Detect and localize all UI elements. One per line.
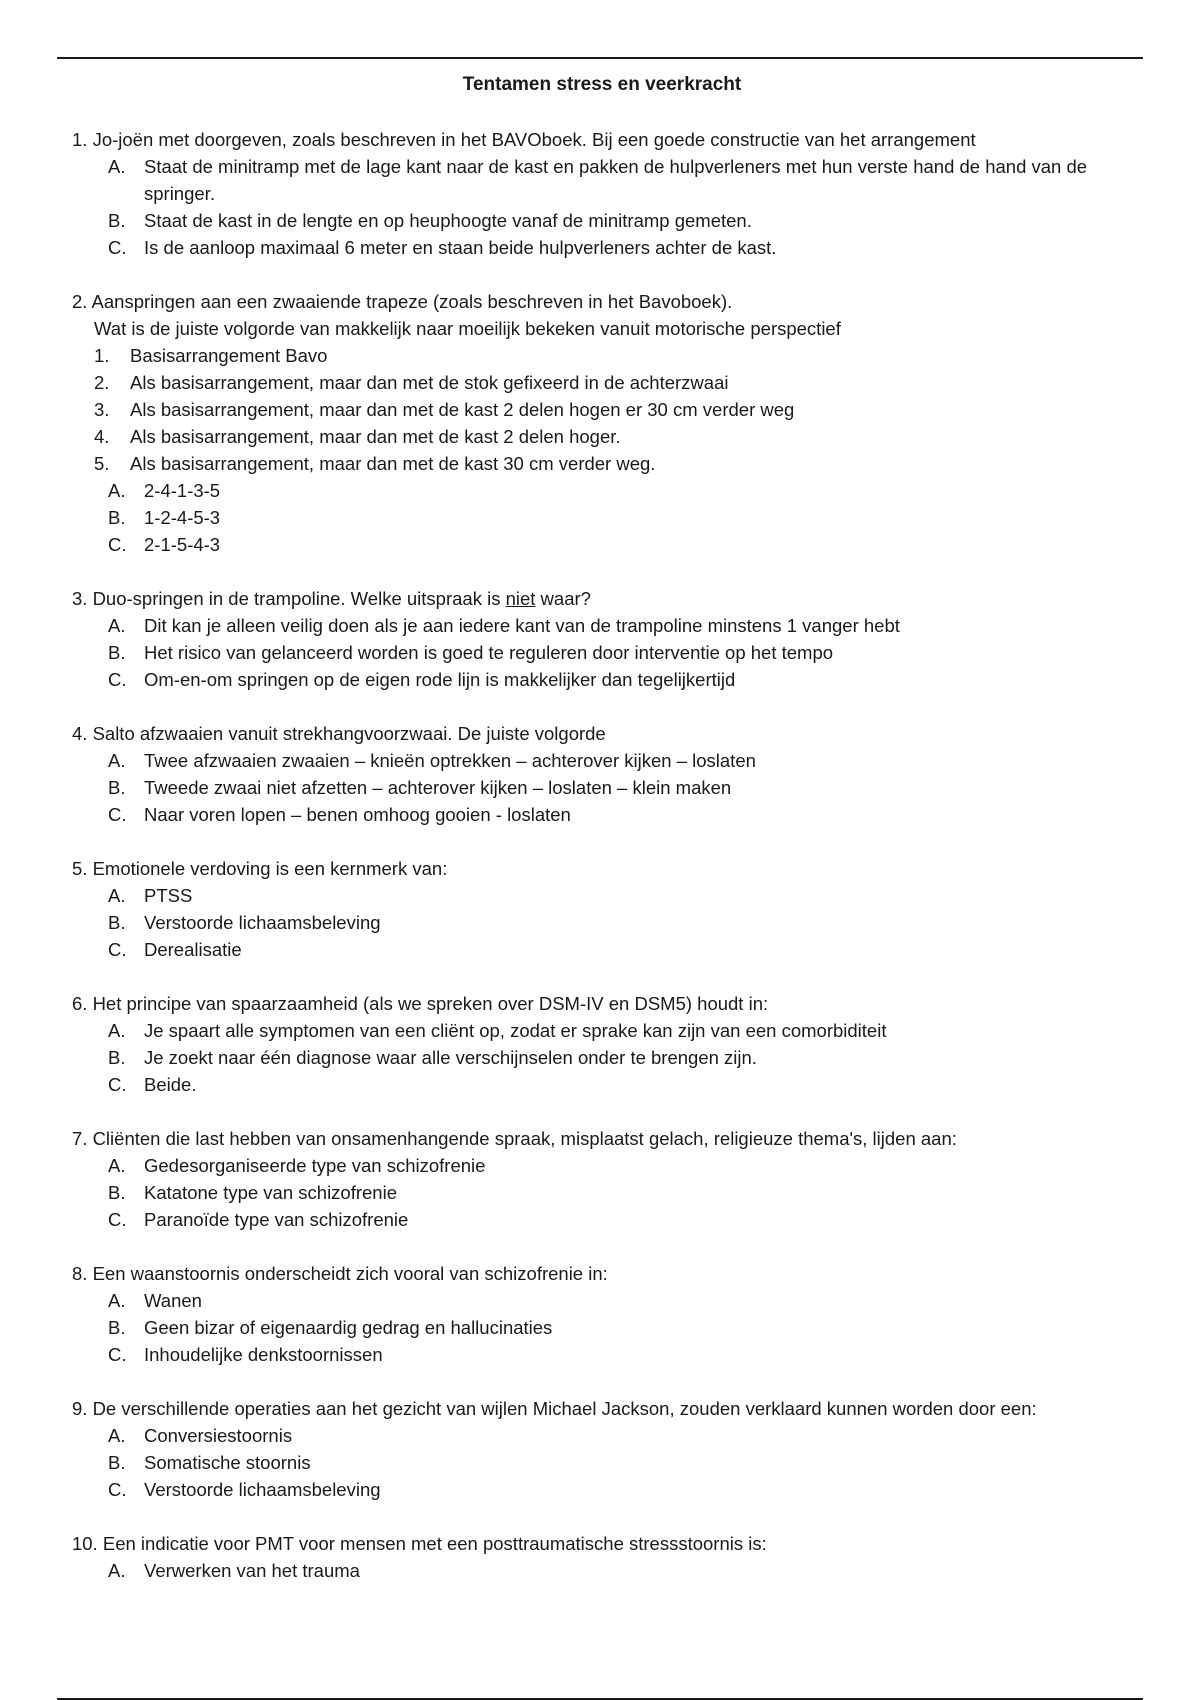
step-text: Als basisarrangement, maar dan met de kast 30 cm verder weg. [130, 453, 656, 474]
option-letter: B. [108, 642, 126, 663]
options-list [72, 1287, 1132, 1368]
question-10 [72, 1530, 1132, 1584]
question-stem [72, 585, 1132, 612]
option-text: 1-2-4-5-3 [144, 507, 221, 528]
option-letter: A. [108, 1020, 126, 1041]
option-text: Paranoïde type van schizofrenie [144, 1209, 409, 1230]
option-a [72, 477, 1132, 504]
option-b [72, 639, 1132, 666]
option-a [72, 882, 1132, 909]
options-list [72, 1017, 1132, 1098]
option-text: Dit kan je alleen veilig doen als je aan iedere kant van de trampoline minstens 1 vanger hebt [144, 615, 900, 636]
option-text: Je spaart alle symptomen van een cliënt op, zodat er sprake kan zijn van een comorbiditeit [144, 1020, 887, 1041]
option-c [72, 1341, 1132, 1368]
question-stem: 4. Salto afzwaaien vanuit strekhangvoorzwaai. De juiste volgorde [72, 723, 606, 744]
option-letter: C. [108, 1479, 127, 1500]
option-letter: C. [108, 939, 127, 960]
option-b [72, 207, 1132, 234]
option-text: Twee afzwaaien zwaaien – knieën optrekken – achterover kijken – loslaten [144, 750, 756, 771]
option-letter: A. [108, 885, 126, 906]
option-letter: A. [108, 750, 126, 771]
step-5 [72, 450, 1132, 477]
question-9 [72, 1395, 1132, 1503]
option-text: Katatone type van schizofrenie [144, 1182, 397, 1203]
question-8 [72, 1260, 1132, 1368]
options-list [72, 882, 1132, 963]
options-list [72, 747, 1132, 828]
option-letter: A. [108, 1155, 126, 1176]
option-a [72, 1152, 1132, 1179]
option-c [72, 234, 1132, 261]
option-letter: C. [108, 1209, 127, 1230]
step-text: Basisarrangement Bavo [130, 345, 328, 366]
option-a [72, 1287, 1132, 1314]
option-text: Verstoorde lichaamsbeleving [144, 912, 381, 933]
option-text: Wanen [144, 1290, 202, 1311]
option-c [72, 936, 1132, 963]
step-number: 3. [94, 399, 110, 420]
option-text: Is de aanloop maximaal 6 meter en staan beide hulpverleners achter de kast. [144, 237, 777, 258]
question-3 [72, 585, 1132, 693]
question-1 [72, 126, 1132, 261]
step-number: 4. [94, 426, 110, 447]
question-stem: 10. Een indicatie voor PMT voor mensen met een posttraumatische stressstoornis is: [72, 1533, 767, 1554]
option-letter: A. [108, 1560, 126, 1581]
option-c [72, 531, 1132, 558]
option-a [72, 747, 1132, 774]
question-stem-start: 3. Duo-springen in de trampoline. Welke uitspraak is [72, 588, 506, 609]
option-letter: C. [108, 237, 127, 258]
option-text: 2-4-1-3-5 [144, 480, 221, 501]
step-number: 2. [94, 372, 110, 393]
option-c [72, 801, 1132, 828]
question-stem: 5. Emotionele verdoving is een kernmerk van: [72, 858, 448, 879]
option-text: Staat de minitramp met de lage kant naar de kast en pakken de hulpverleners met hun verste hand de hand van de springer. [144, 156, 1088, 204]
underlined-word: niet [505, 588, 536, 609]
option-text: Beide. [144, 1074, 197, 1095]
question-stem: 2. Aanspringen aan een zwaaiende trapeze (zoals beschreven in het Bavoboek). [72, 291, 733, 312]
option-text: Conversiestoornis [144, 1425, 293, 1446]
steps-list [72, 342, 1132, 477]
option-letter: C. [108, 534, 127, 555]
options-list [72, 612, 1132, 693]
question-stem: 8. Een waanstoornis onderscheidt zich vooral van schizofrenie in: [72, 1263, 608, 1284]
step-text: Als basisarrangement, maar dan met de kast 2 delen hoger. [130, 426, 621, 447]
option-text: Geen bizar of eigenaardig gedrag en hallucinaties [144, 1317, 553, 1338]
step-number: 1. [94, 345, 110, 366]
question-6 [72, 990, 1132, 1098]
option-letter: A. [108, 1425, 126, 1446]
option-letter: B. [108, 1452, 126, 1473]
options-list [72, 1557, 1132, 1584]
step-1 [72, 342, 1132, 369]
options-list [72, 477, 1132, 558]
option-letter: B. [108, 777, 126, 798]
option-letter: C. [108, 669, 127, 690]
option-b [72, 909, 1132, 936]
option-letter: A. [108, 1290, 126, 1311]
option-text: Inhoudelijke denkstoornissen [144, 1344, 383, 1365]
option-a [72, 153, 1132, 207]
option-text: Derealisatie [144, 939, 242, 960]
option-c [72, 1476, 1132, 1503]
option-text: Je zoekt naar één diagnose waar alle verschijnselen onder te brengen zijn. [144, 1047, 757, 1068]
question-stem: 7. Cliënten die last hebben van onsamenhangende spraak, misplaatst gelach, religieuze thema's, lijden aan: [72, 1128, 957, 1149]
option-letter: C. [108, 1074, 127, 1095]
options-list [72, 1152, 1132, 1233]
option-c [72, 666, 1132, 693]
option-text: Verstoorde lichaamsbeleving [144, 1479, 381, 1500]
option-letter: A. [108, 156, 126, 177]
question-stem: 9. De verschillende operaties aan het gezicht van wijlen Michael Jackson, zouden verklaard kunnen worden door een: [72, 1398, 1037, 1419]
option-letter: C. [108, 1344, 127, 1365]
option-text: PTSS [144, 885, 193, 906]
option-b [72, 504, 1132, 531]
option-letter: C. [108, 804, 127, 825]
question-stem-end: waar? [535, 588, 591, 609]
option-letter: A. [108, 615, 126, 636]
question-4 [72, 720, 1132, 828]
option-letter: A. [108, 480, 126, 501]
document-title: Tentamen stress en veerkracht [462, 74, 742, 95]
option-a [72, 1557, 1132, 1584]
option-a [72, 1422, 1132, 1449]
step-text: Als basisarrangement, maar dan met de kast 2 delen hogen er 30 cm verder weg [130, 399, 795, 420]
option-a [72, 1017, 1132, 1044]
option-letter: B. [108, 912, 126, 933]
option-letter: B. [108, 1182, 126, 1203]
option-text: Tweede zwaai niet afzetten – achterover kijken – loslaten – klein maken [144, 777, 732, 798]
question-stem: 6. Het principe van spaarzaamheid (als we spreken over DSM-IV en DSM5) houdt in: [72, 993, 769, 1014]
option-c [72, 1206, 1132, 1233]
question-stem: 1. Jo-joën met doorgeven, zoals beschreven in het BAVOboek. Bij een goede constructie van het arrangement [72, 129, 976, 150]
question-7 [72, 1125, 1132, 1233]
option-b [72, 1449, 1132, 1476]
top-divider [57, 57, 1143, 59]
option-text: Staat de kast in de lengte en op heuphoogte vanaf de minitramp gemeten. [144, 210, 752, 231]
question-2 [72, 288, 1132, 558]
option-c [72, 1071, 1132, 1098]
option-text: Om-en-om springen op de eigen rode lijn is makkelijker dan tegelijkertijd [144, 669, 736, 690]
option-text: Somatische stoornis [144, 1452, 311, 1473]
question-substem: Wat is de juiste volgorde van makkelijk naar moeilijk bekeken vanuit motorische perspectief [94, 318, 841, 339]
step-number: 5. [94, 453, 110, 474]
options-list [72, 1422, 1132, 1503]
option-letter: B. [108, 210, 126, 231]
step-2 [72, 369, 1132, 396]
option-text: Verwerken van het trauma [144, 1560, 360, 1581]
option-text: Gedesorganiseerde type van schizofrenie [144, 1155, 486, 1176]
step-text: Als basisarrangement, maar dan met de stok gefixeerd in de achterzwaai [130, 372, 729, 393]
option-letter: B. [108, 507, 126, 528]
step-4 [72, 423, 1132, 450]
question-5 [72, 855, 1132, 963]
option-text: Het risico van gelanceerd worden is goed te reguleren door interventie op het tempo [144, 642, 834, 663]
option-b [72, 1044, 1132, 1071]
step-3 [72, 396, 1132, 423]
option-b [72, 1179, 1132, 1206]
option-letter: B. [108, 1047, 126, 1068]
option-text: 2-1-5-4-3 [144, 534, 221, 555]
option-b [72, 774, 1132, 801]
option-b [72, 1314, 1132, 1341]
option-text: Naar voren lopen – benen omhoog gooien - loslaten [144, 804, 571, 825]
exam-page [72, 72, 1132, 1611]
option-a [72, 612, 1132, 639]
options-list [72, 153, 1132, 261]
option-letter: B. [108, 1317, 126, 1338]
